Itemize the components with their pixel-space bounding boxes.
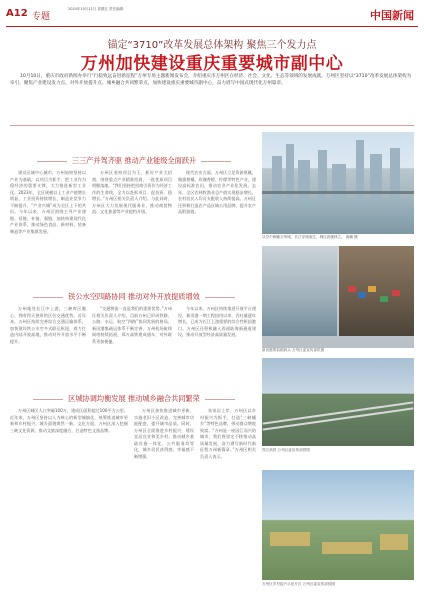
port-photo [262,246,414,348]
railway-photo [262,358,414,446]
section-urban-col-2 [134,408,194,584]
dateline: 2024年10月11日 星期五 责任编辑： [68,7,127,11]
masthead-rule [6,26,418,27]
photo-caption-railway: 郑万高铁 万州区委宣传部供图 [262,448,310,452]
paragraph: “交通物流一直是我们的重要优势。”万州区相关负责人介绍，目前万州已形成铁路、公路、水运、航空“四路”协同发展的格局。新田港集疏运体系不断完善，万州机场航线网络持续拓展，郑万高铁建成通车，对外联系更加便捷。 [92,306,172,344]
countryside-photo [262,470,414,580]
page-number: A12 [6,8,28,19]
section-industry-col-3 [178,170,256,282]
lead-divider [10,125,414,126]
paragraph: 万州区加快推进城市更新，实施老旧小区改造，完善城市功能配套，提升城市品质。同时，万州区全面推进乡村振兴，建设宜居宜业和美乡村，推动城乡基础设施一体化、公共服务均等化，城乡居民获得感、幸福感不断增强。 [134,408,194,459]
photo-caption-skyline: 从空中俯瞰万州城，长江穿城而过，城区高楼林立。 黄鹏 摄 [262,235,358,239]
section-urban-col-3 [200,408,256,584]
paragraph: 建设区域中心城市，万州始终坚持以产业为基础，以项目为抓手，把工业作为稳经济的重要支撑，大力推进新型工业化。2023年，全区规模以上工业产值增长明显，工业投资持续增长，制造业竞争力不断提升，“产业兴城”成为全区上下的共识。今年以来，万州区围绕主导产业建链、延链、补链、强链，加快构建现代化产业体系，推动绿色食品、新材料、装备制造等产业集群发展。 [10,170,86,234]
paragraph: 万州区坚持项目为王，抓好产业大招商，围绕重点产业精准招商，一批优质项目相继落地。“我们坚持把招商引资作为经济工作的生命线，全力以赴抓项目、促投资、稳增长。”万州区相关负责人介绍。与此同时，万州区大力发展现代服务业，推动商贸物流、文化旅游等产业提档升级。 [92,170,172,214]
section-opening-col-1 [10,306,86,388]
article-headline: 万州加快建设重庆重要城市副中心 [80,54,344,74]
section-industry-col-1 [10,170,86,282]
paragraph: 朱家岩上岸，万州区以乡村振兴为抓手，打造“三峡橘乡”等特色品牌，带动群众增收致富。“万州是一座因江而兴的城市，我们将坚定不移推动高质量发展，奋力谱写新时代新征程万州新篇章。”万州区相关负责人表示。 [200,408,256,459]
paragraph: 现代农业方面，万州区立足资源禀赋，做强柑橘、玫瑰香橙、柠檬等特色产业，建设高标准农田，推动农业产业化发展。去年，全区农林牧渔业总产值实现稳步增长，农村居民人均可支配收入持续提高。万州区还积极打造农产品区域公用品牌，提升农产品附加值。 [178,170,256,214]
city-skyline-photo [262,132,414,234]
section-title-industry: 三三产并驾齐驱 推动产业能级全面跃升 [10,156,258,166]
section-label: 专题 [32,12,51,22]
paragraph: 万州区城区人口突破100万，建成区面积超过100平方公里。近年来，万州区坚持以人为核心的新型城镇化，统筹推进城市更新和乡村振兴，城乡面貌焕然一新。文化方面，万州区深入挖掘三峡文化资源，推动文旅深度融合，打造特色文旅品牌。 [10,408,128,433]
photo-caption-countryside: 万州区乡村振兴示范片区 万州区委宣传部供图 [262,582,336,586]
section-industry-col-2 [92,170,172,282]
masthead [6,6,418,26]
photo-caption-port: 新田港集装箱码头 万州区委宣传部供图 [262,348,325,352]
section-title-urban-rural: 区城协调均衡发展 推动城乡融合共同繁荣 [10,394,258,404]
section-opening-col-2 [92,306,172,388]
section-opening-col-3 [178,306,256,388]
newspaper-brand: 中国新闻 [370,9,414,22]
section-urban-col-1 [10,408,128,584]
section-title-opening: 铁公水空四路协同 推动对外开放提质增效 [10,292,258,302]
paragraph: 今年以来，万州区持续推进开放平台建设，新田港一期工程投用以来，吞吐量逐年增长，已成为长江上游重要的综合性枢纽港口。万州区还积极融入西部陆海新通道建设，推动开放型经济高质量发展。 [178,306,256,337]
article-lead: 10月10日，重庆市政府新闻办举行“行稳致远奋进新征程”万州专场主题新闻发布会，介绍重庆市万州区在经济、社会、文化、生态等领域的发展成就。万州区坚持以“3710”改革发展总体架构为牵引，聚焦产业建设发力点、对外开放提升点、城乡融合共同繁荣点，加快建设重庆重要城市副中心，奋力谱写中国式现代化万州篇章。 [10,74,412,87]
paragraph: 万州地处长江中上游，三峡库区腹心，拥有得天独厚的区位交通优势。近年来，万州区持续完善综合交通运输体系，加快建设铁公水空多式联运枢纽，着力打造内陆开放高地，推动对外开放水平不断提升。 [10,306,86,344]
article-kicker: 锚定“3710”改革发展总体架构 聚焦三个发力点 [107,40,317,51]
